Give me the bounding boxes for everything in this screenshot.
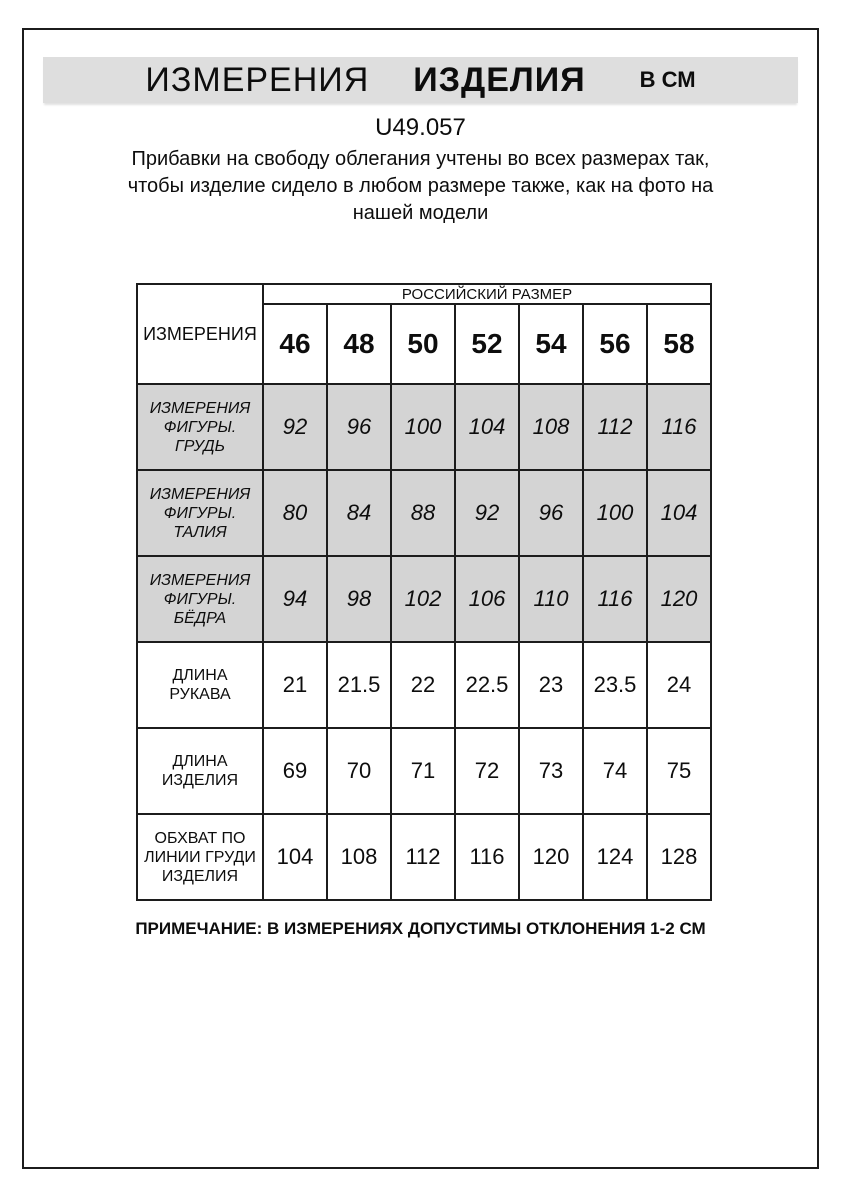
size-column-header: 46 (263, 304, 327, 384)
measurement-value-cell: 100 (583, 470, 647, 556)
size-column-header: 52 (455, 304, 519, 384)
measurement-value-cell: 88 (391, 470, 455, 556)
measurement-value-cell: 96 (327, 384, 391, 470)
measurement-value-cell: 94 (263, 556, 327, 642)
title-measurements: ИЗМЕРЕНИЯ (145, 60, 370, 99)
corner-header-cell: ИЗМЕРЕНИЯ (137, 284, 263, 384)
table-row (137, 384, 711, 470)
measurement-value-cell: 92 (263, 384, 327, 470)
intro-line: чтобы изделие сидело в любом размере также, как на фото на (127, 175, 714, 197)
table-row (137, 470, 711, 556)
measurement-value-cell: 92 (455, 470, 519, 556)
table-group-header-row (137, 284, 711, 304)
size-column-header: 54 (519, 304, 583, 384)
measurement-value-cell: 106 (455, 556, 519, 642)
measurement-value-cell: 120 (647, 556, 711, 642)
measurement-value-cell: 104 (263, 814, 327, 900)
measurement-value-cell: 116 (455, 814, 519, 900)
measurement-value-cell: 21 (263, 642, 327, 728)
measurement-value-cell: 75 (647, 728, 711, 814)
measurement-value-cell: 23.5 (583, 642, 647, 728)
measurement-value-cell: 70 (327, 728, 391, 814)
measurement-value-cell: 104 (455, 384, 519, 470)
measurement-value-cell: 71 (391, 728, 455, 814)
footnote: ПРИМЕЧАНИЕ: В ИЗМЕРЕНИЯХ ДОПУСТИМЫ ОТКЛОНЕНИЯ 1-2 СМ (135, 919, 706, 938)
table-row (137, 556, 711, 642)
size-table (136, 283, 712, 901)
row-label-cell: ИЗМЕРЕНИЯ ФИГУРЫ. ГРУДЬ (137, 384, 263, 470)
model-code: U49.057 (375, 114, 466, 141)
row-label-cell: ОБХВАТ ПО ЛИНИИ ГРУДИ ИЗДЕЛИЯ (137, 814, 263, 900)
size-column-header: 50 (391, 304, 455, 384)
size-table-body (137, 384, 711, 900)
measurement-value-cell: 98 (327, 556, 391, 642)
row-label-cell: ИЗМЕРЕНИЯ ФИГУРЫ. БЁДРА (137, 556, 263, 642)
row-label-cell: ДЛИНА РУКАВА (137, 642, 263, 728)
measurement-value-cell: 23 (519, 642, 583, 728)
table-row (137, 642, 711, 728)
measurement-value-cell: 69 (263, 728, 327, 814)
measurement-value-cell: 80 (263, 470, 327, 556)
intro-line: Прибавки на свободу облегания учтены во всех размерах так, (131, 148, 710, 170)
size-column-header: 48 (327, 304, 391, 384)
measurement-value-cell: 104 (647, 470, 711, 556)
row-label-cell: ИЗМЕРЕНИЯ ФИГУРЫ. ТАЛИЯ (137, 470, 263, 556)
russian-size-header: РОССИЙСКИЙ РАЗМЕР (263, 284, 711, 304)
measurement-value-cell: 22.5 (455, 642, 519, 728)
measurement-value-cell: 24 (647, 642, 711, 728)
measurement-value-cell: 110 (519, 556, 583, 642)
measurement-value-cell: 84 (327, 470, 391, 556)
row-label-cell: ДЛИНА ИЗДЕЛИЯ (137, 728, 263, 814)
intro-paragraph (22, 146, 819, 227)
table-row (137, 728, 711, 814)
measurement-value-cell: 74 (583, 728, 647, 814)
title-product: ИЗДЕЛИЯ (413, 60, 586, 99)
measurement-value-cell: 100 (391, 384, 455, 470)
measurement-value-cell: 102 (391, 556, 455, 642)
measurement-value-cell: 116 (583, 556, 647, 642)
table-row (137, 814, 711, 900)
measurement-value-cell: 108 (519, 384, 583, 470)
measurement-value-cell: 73 (519, 728, 583, 814)
measurement-value-cell: 112 (583, 384, 647, 470)
measurement-value-cell: 108 (327, 814, 391, 900)
measurement-value-cell: 120 (519, 814, 583, 900)
measurement-value-cell: 124 (583, 814, 647, 900)
measurement-value-cell: 22 (391, 642, 455, 728)
measurement-value-cell: 112 (391, 814, 455, 900)
title-unit-cm: В СМ (639, 67, 696, 92)
measurement-value-cell: 21.5 (327, 642, 391, 728)
measurement-value-cell: 96 (519, 470, 583, 556)
size-column-header: 56 (583, 304, 647, 384)
measurement-value-cell: 128 (647, 814, 711, 900)
size-column-header: 58 (647, 304, 711, 384)
title-bar (43, 57, 798, 103)
intro-line: нашей модели (352, 202, 489, 224)
measurement-value-cell: 116 (647, 384, 711, 470)
measurement-value-cell: 72 (455, 728, 519, 814)
